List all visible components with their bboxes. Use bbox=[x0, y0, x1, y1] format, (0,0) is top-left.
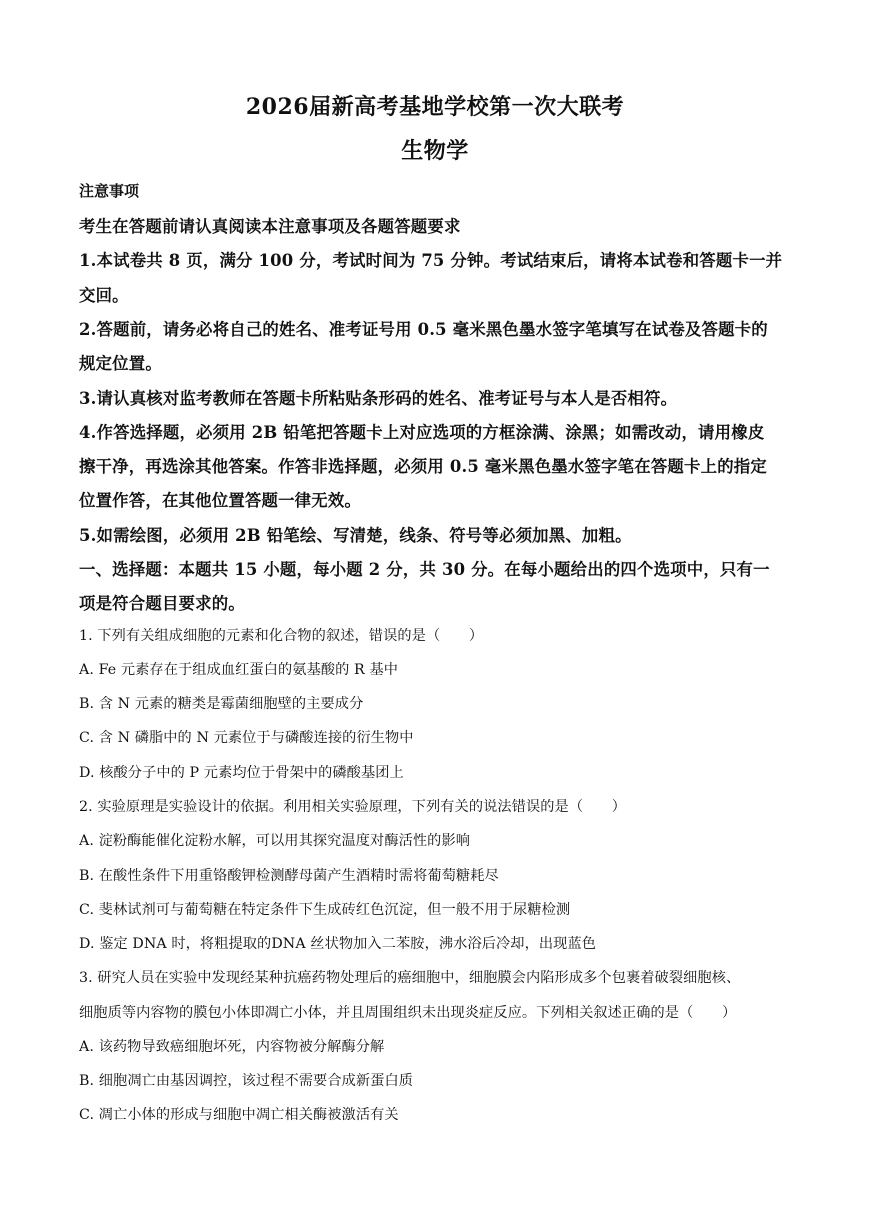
section1-heading-line1: 一、选择题：本题共 15 小题，每小题 2 分，共 30 分。在每小题给出的四个选项中，只有一 bbox=[79, 560, 770, 579]
q3-option-a: A. 该药物导致癌细胞坏死，内容物被分解酶分解 bbox=[79, 1039, 385, 1055]
q3-stem-line1: 3. 研究人员在实验中发现经某种抗癌药物处理后的癌细胞中，细胞膜会内陷形成多个包裹着破裂细胞核、 bbox=[79, 970, 741, 986]
section1-heading-line2: 项是符合题目要求的。 bbox=[79, 594, 245, 613]
q2-stem: 2. 实验原理是实验设计的依据。利用相关实验原理，下列有关的说法错误的是（ ） bbox=[79, 799, 626, 815]
q1-option-a: A. Fe 元素存在于组成血红蛋白的氨基酸的 R 基中 bbox=[79, 662, 399, 678]
notice-item-1-line1: 1.本试卷共 8 页，满分 100 分，考试时间为 75 分钟。考试结束后，请将本试卷和答题卡一并 bbox=[79, 251, 783, 270]
notice-item-2-line1: 2.答题前，请务必将自己的姓名、准考证号用 0.5 毫米黑色墨水签字笔填写在试卷及答题卡的 bbox=[79, 320, 768, 339]
q1-option-d: D. 核酸分子中的 P 元素均位于骨架中的磷酸基团上 bbox=[79, 765, 404, 781]
q3-option-b: B. 细胞凋亡由基因调控，该过程不需要合成新蛋白质 bbox=[79, 1073, 414, 1089]
q2-option-b: B. 在酸性条件下用重铬酸钾检测酵母菌产生酒精时需将葡萄糖耗尽 bbox=[79, 868, 499, 884]
q1-option-b: B. 含 N 元素的糖类是霉菌细胞壁的主要成分 bbox=[79, 696, 364, 712]
q2-option-d: D. 鉴定 DNA 时，将粗提取的DNA 丝状物加入二苯胺，沸水浴后冷却，出现蓝色 bbox=[79, 936, 597, 952]
exam-title: 2026届新高考基地学校第一次大联考 bbox=[245, 94, 625, 120]
q2-option-c: C. 斐林试剂可与葡萄糖在特定条件下生成砖红色沉淀，但一般不用于尿糖检测 bbox=[79, 902, 571, 918]
q1-stem: 1. 下列有关组成细胞的元素和化合物的叙述，错误的是（ ） bbox=[79, 628, 484, 644]
subject-title: 生物学 bbox=[401, 138, 469, 164]
notice-item-1-line2: 交回。 bbox=[79, 286, 129, 305]
q1-option-c: C. 含 N 磷脂中的 N 元素位于与磷酸连接的衍生物中 bbox=[79, 730, 414, 746]
notice-heading: 注意事项 bbox=[79, 182, 140, 200]
notice-item-4-line2: 擦干净，再选涂其他答案。作答非选择题，必须用 0.5 毫米黑色墨水签字笔在答题卡上的指定 bbox=[79, 457, 767, 476]
notice-item-4-line1: 4.作答选择题，必须用 2B 铅笔把答题卡上对应选项的方框涂满、涂黑；如需改动，请用橡皮 bbox=[79, 423, 765, 442]
notice-item-2-line2: 规定位置。 bbox=[79, 354, 162, 373]
notice-intro: 考生在答题前请认真阅读本注意事项及各题答题要求 bbox=[79, 217, 461, 236]
notice-item-3: 3.请认真核对监考教师在答题卡所粘贴条形码的姓名、准考证号与本人是否相符。 bbox=[79, 389, 678, 408]
q3-option-c: C. 凋亡小体的形成与细胞中凋亡相关酶被激活有关 bbox=[79, 1107, 399, 1123]
notice-item-5: 5.如需绘图，必须用 2B 铅笔绘、写清楚，线条、符号等必须加黑、加粗。 bbox=[79, 526, 632, 545]
q2-option-a: A. 淀粉酶能催化淀粉水解，可以用其探究温度对酶活性的影响 bbox=[79, 833, 471, 849]
q3-stem-line2: 细胞质等内容物的膜包小体即凋亡小体，并且周围组织未出现炎症反应。下列相关叙述正确的是（ ） bbox=[79, 1005, 737, 1021]
notice-item-4-line3: 位置作答，在其他位置答题一律无效。 bbox=[79, 491, 362, 510]
